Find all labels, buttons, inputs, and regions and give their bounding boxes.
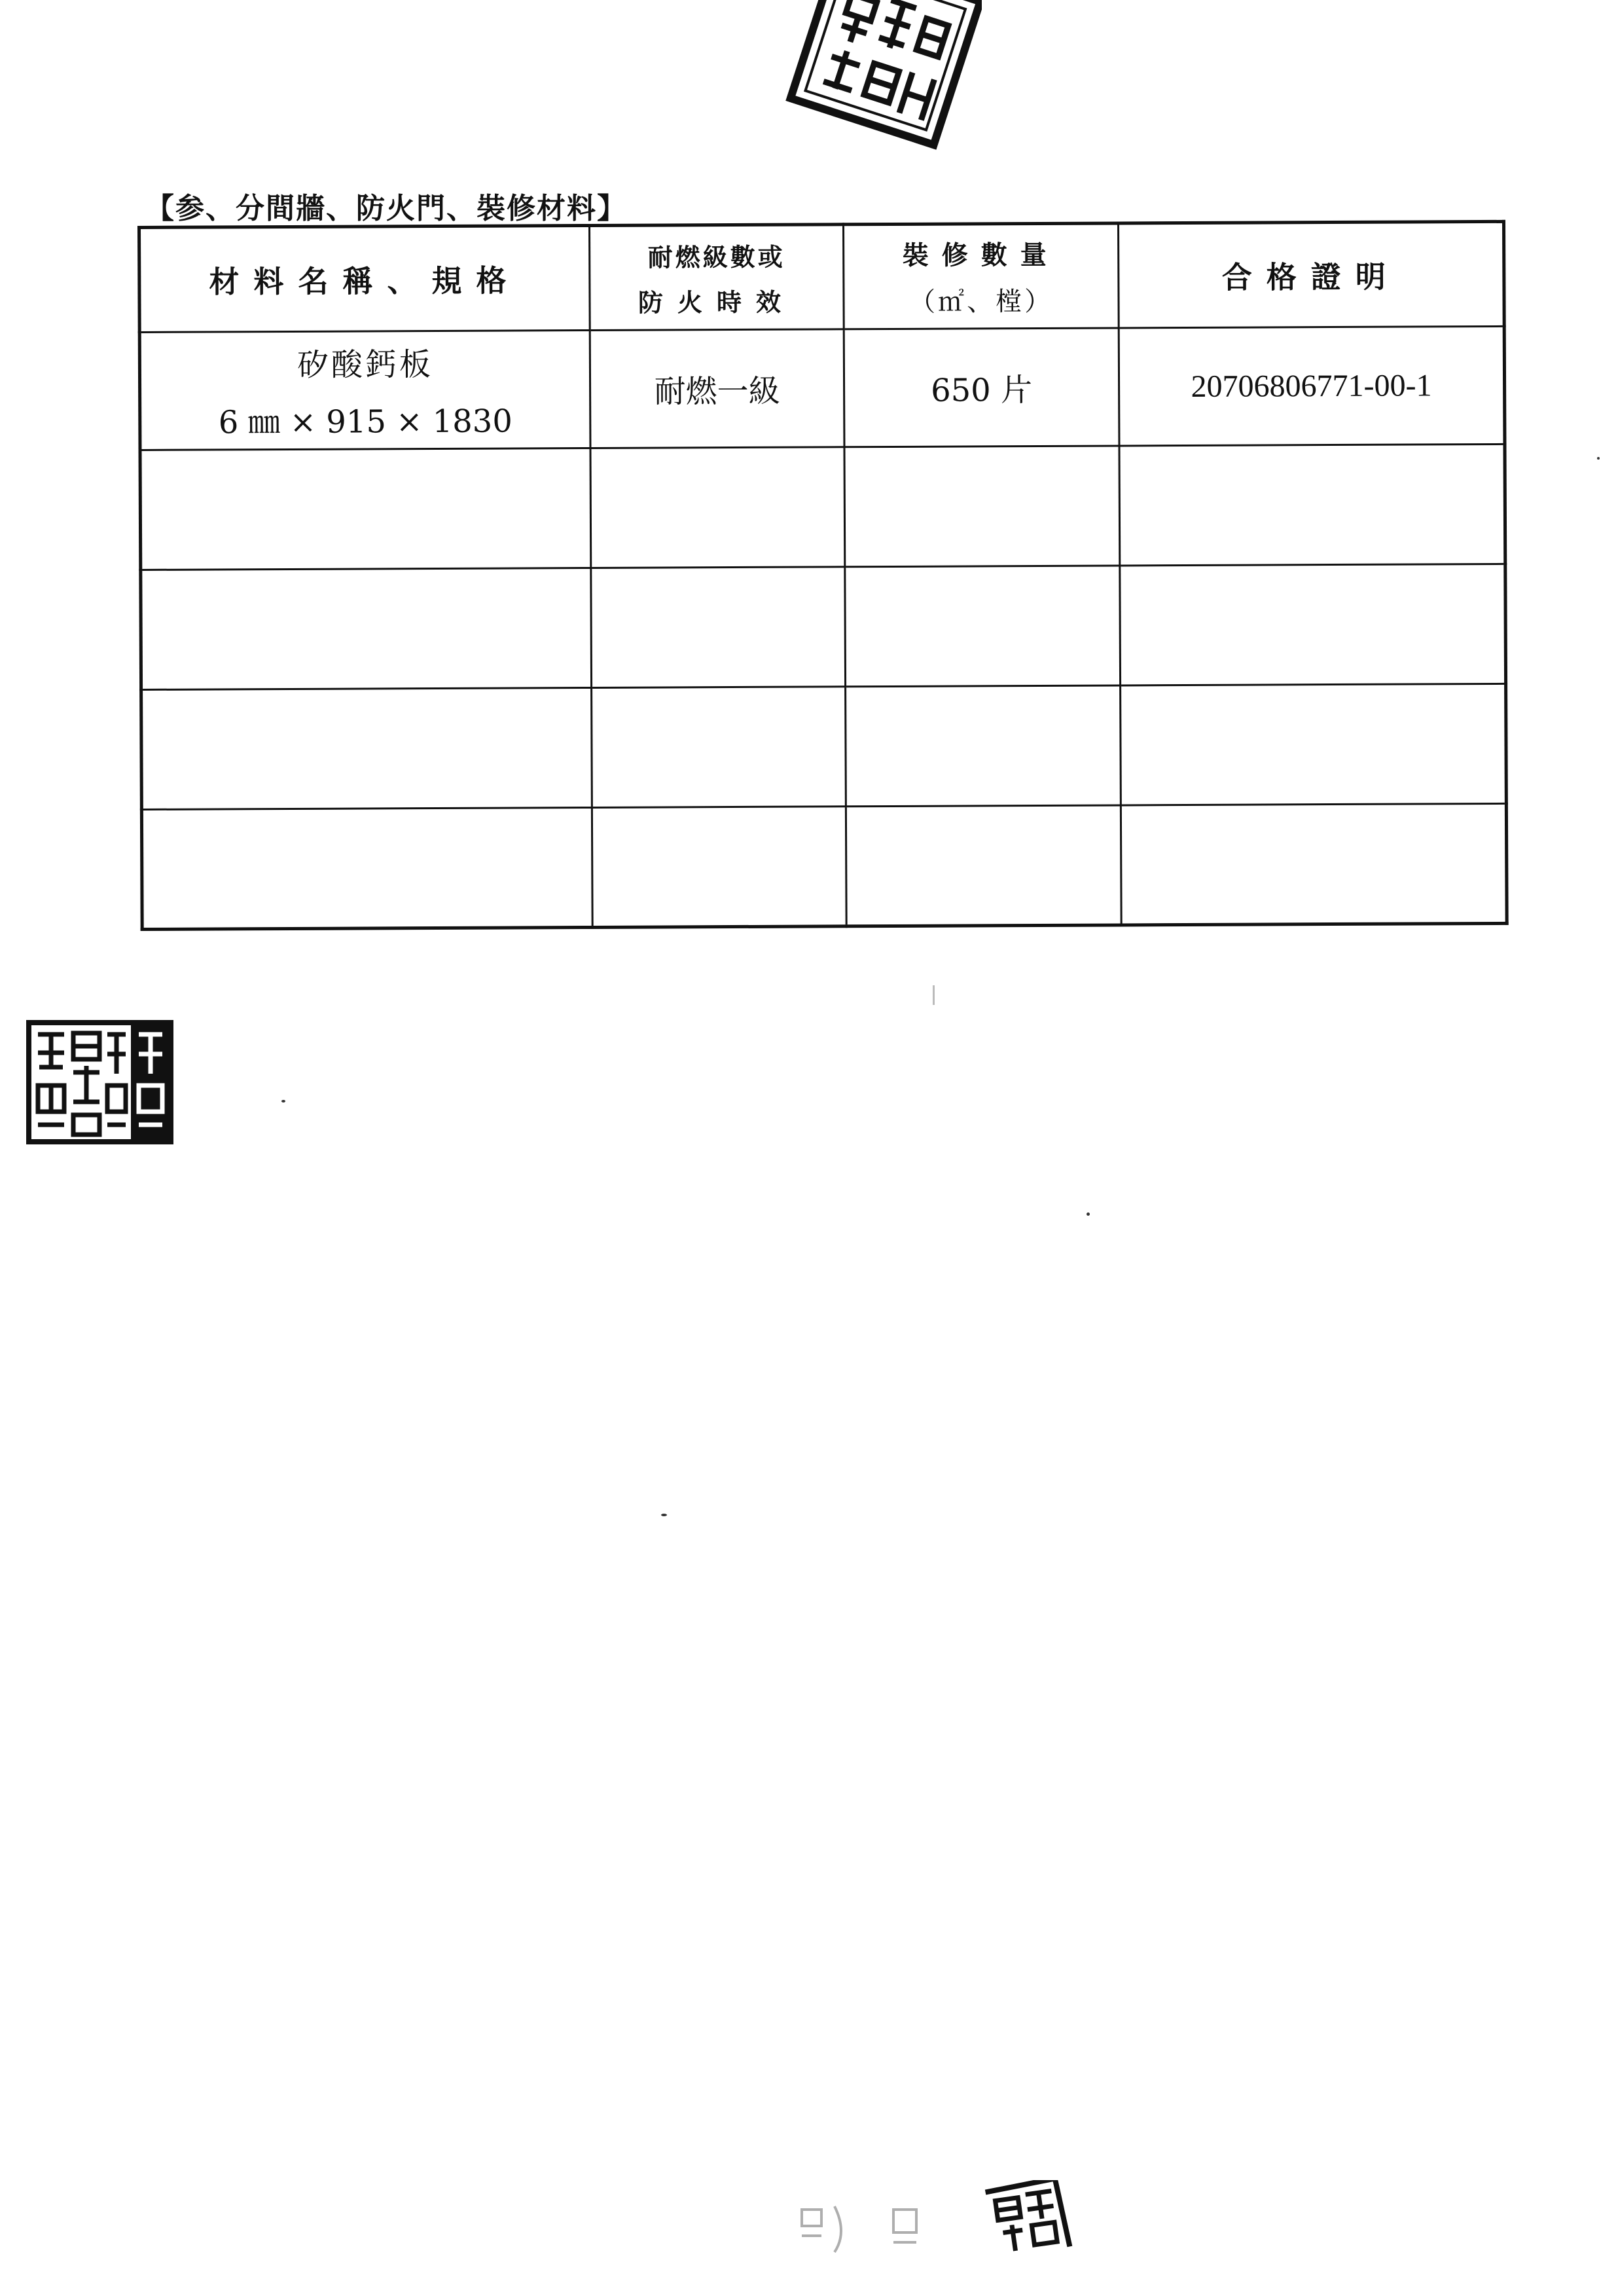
cell-quantity [846,805,1121,926]
fire-rating-value: 耐燃一級 [654,373,780,410]
scan-speck [1597,457,1600,460]
cell-material [140,448,591,570]
cell-certificate [1121,803,1507,925]
quantity-value: 650 片 [931,372,1033,409]
header-quantity-line1: 裝修數量 [902,239,1060,271]
header-fire-rating-line1: 耐燃級數或 [647,242,785,272]
cell-fire-rating [591,567,846,688]
section-title: 【参、分間牆、防火門、裝修材料】 [145,192,627,225]
header-material-name-label: 材料名稱、規格 [209,263,521,300]
table-row [139,326,1505,450]
cell-certificate [1120,564,1506,685]
cell-material [141,807,592,929]
header-material-name [139,225,590,332]
footer-seal [982,2180,1073,2259]
cell-quantity [845,566,1121,687]
header-certificate-label: 合格證明 [1221,259,1400,295]
cell-fire-rating [592,807,846,928]
scan-speck [281,1100,285,1102]
cell-quantity [846,685,1121,807]
cell-quantity [844,328,1119,447]
cell-quantity [844,446,1120,567]
cell-material [139,330,590,450]
cell-material [141,687,592,809]
table-row [141,683,1507,809]
header-certificate [1118,221,1504,328]
scan-speck [1087,1212,1090,1216]
cell-fire-rating [592,687,846,808]
cell-fire-rating [590,447,845,568]
table-row [141,564,1506,689]
header-quantity [844,223,1119,329]
scan-speck [661,1514,667,1516]
table-header-row [139,221,1505,332]
certificate-value: 20706806771-00-1 [1191,368,1432,404]
materials-table-wrapper [137,220,1509,930]
material-name: 矽酸鈣板 [297,346,434,384]
header-fire-rating-line2: 防火時效 [638,287,796,318]
footer-faint-mark [795,2196,939,2255]
scan-speck [933,985,935,1005]
cell-fire-rating [590,329,844,448]
table-row [141,803,1507,929]
header-fire-rating [590,225,844,331]
cell-certificate [1119,444,1505,566]
cell-certificate [1119,326,1505,446]
cell-certificate [1121,683,1507,805]
left-seal [26,1020,173,1144]
table-row [140,444,1505,570]
material-spec: 6 ㎜ × 915 × 1830 [218,403,512,441]
top-seal [779,0,982,164]
cell-material [141,568,592,689]
materials-table [137,220,1509,931]
header-quantity-line2: （㎡、樘） [908,286,1054,318]
